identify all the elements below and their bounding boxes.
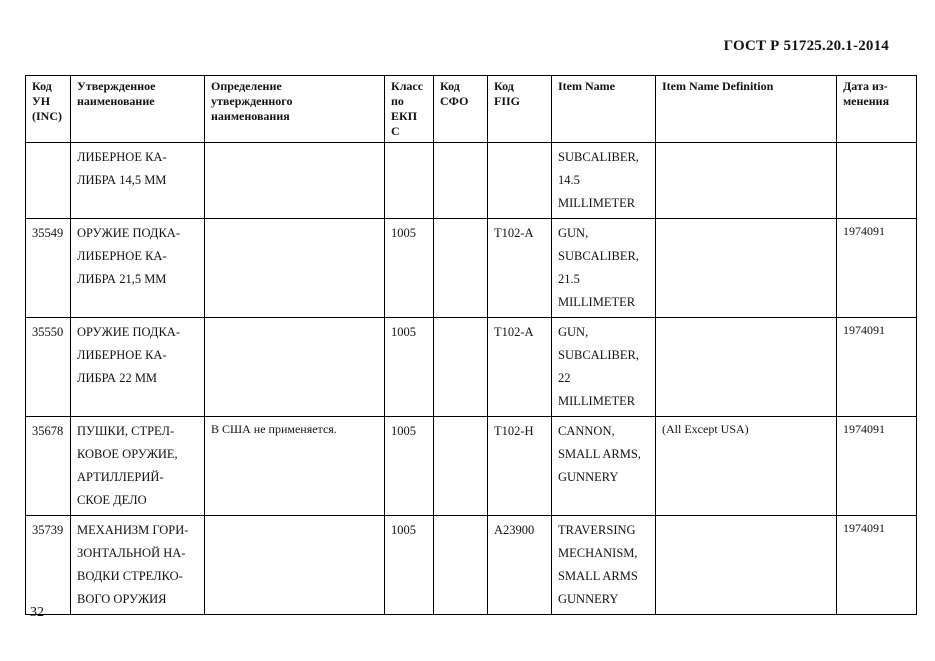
change-date-cell: 1974091: [837, 516, 917, 615]
definition-cell: [205, 219, 385, 318]
header-definition: Определение утвержденного наименования: [205, 76, 385, 143]
item-name-cell: GUN, SUBCALIBER, 21.5 MILLIMETER: [552, 219, 656, 318]
item-name-cell: TRAVERSING MECHANISM, SMALL ARMS GUNNERY: [552, 516, 656, 615]
page-number: 32: [30, 605, 44, 620]
class-cell: 1005: [385, 417, 434, 516]
fiig-cell: T102-A: [488, 219, 552, 318]
table-header-row: [26, 76, 917, 143]
header-fiig-code: Код FIIG: [488, 76, 552, 143]
table-row: [26, 318, 917, 417]
table-body: [26, 143, 917, 615]
sfo-cell: [434, 318, 488, 417]
definition-cell: [205, 516, 385, 615]
change-date-cell: 1974091: [837, 219, 917, 318]
class-cell: 1005: [385, 318, 434, 417]
change-date-cell: 1974091: [837, 318, 917, 417]
fiig-cell: T102-A: [488, 318, 552, 417]
sfo-cell: [434, 417, 488, 516]
class-cell: 1005: [385, 516, 434, 615]
class-cell: [385, 143, 434, 219]
header-sfo-code: Код СФО: [434, 76, 488, 143]
approved-name-cell: ЛИБЕРНОЕ КА- ЛИБРА 14,5 ММ: [71, 143, 205, 219]
definition-cell: [205, 143, 385, 219]
fiig-cell: [488, 143, 552, 219]
table-row: [26, 219, 917, 318]
table-row: [26, 143, 917, 219]
item-name-definition-cell: [656, 318, 837, 417]
item-name-definition-cell: [656, 219, 837, 318]
header-approved-name: Утвержденное наименование: [71, 76, 205, 143]
inc-cell: [26, 143, 71, 219]
sfo-cell: [434, 143, 488, 219]
approved-name-cell: ОРУЖИЕ ПОДКА- ЛИБЕРНОЕ КА- ЛИБРА 22 ММ: [71, 318, 205, 417]
inc-cell: 35549: [26, 219, 71, 318]
header-item-name: Item Name: [552, 76, 656, 143]
approved-name-cell: ПУШКИ, СТРЕЛ- КОВОЕ ОРУЖИЕ, АРТИЛЛЕРИЙ- СКОЕ ДЕЛО: [71, 417, 205, 516]
approved-name-cell: МЕХАНИЗМ ГОРИ- ЗОНТАЛЬНОЙ НА- ВОДКИ СТРЕЛКО- ВОГО ОРУЖИЯ: [71, 516, 205, 615]
inc-cell: 35678: [26, 417, 71, 516]
fiig-cell: T102-H: [488, 417, 552, 516]
fiig-cell: A23900: [488, 516, 552, 615]
item-name-definition-cell: [656, 516, 837, 615]
item-name-definition-cell: (All Except USA): [656, 417, 837, 516]
inc-cell: 35739: [26, 516, 71, 615]
change-date-cell: [837, 143, 917, 219]
header-class: Класс по ЕКП С: [385, 76, 434, 143]
item-name-cell: GUN, SUBCALIBER, 22 MILLIMETER: [552, 318, 656, 417]
class-cell: 1005: [385, 219, 434, 318]
change-date-cell: 1974091: [837, 417, 917, 516]
table-row: [26, 516, 917, 615]
inc-cell: 35550: [26, 318, 71, 417]
document-code: ГОСТ Р 51725.20.1-2014: [723, 38, 889, 54]
header-change-date: Дата из- менения: [837, 76, 917, 143]
nomenclature-table: [25, 75, 917, 615]
approved-name-cell: ОРУЖИЕ ПОДКА- ЛИБЕРНОЕ КА- ЛИБРА 21,5 ММ: [71, 219, 205, 318]
item-name-definition-cell: [656, 143, 837, 219]
sfo-cell: [434, 219, 488, 318]
table-row: [26, 417, 917, 516]
definition-cell: [205, 318, 385, 417]
header-item-name-definition: Item Name Definition: [656, 76, 837, 143]
item-name-cell: CANNON, SMALL ARMS, GUNNERY: [552, 417, 656, 516]
item-name-cell: SUBCALIBER, 14.5 MILLIMETER: [552, 143, 656, 219]
sfo-cell: [434, 516, 488, 615]
header-inc: Код УН (INC): [26, 76, 71, 143]
definition-cell: В США не применяется.: [205, 417, 385, 516]
